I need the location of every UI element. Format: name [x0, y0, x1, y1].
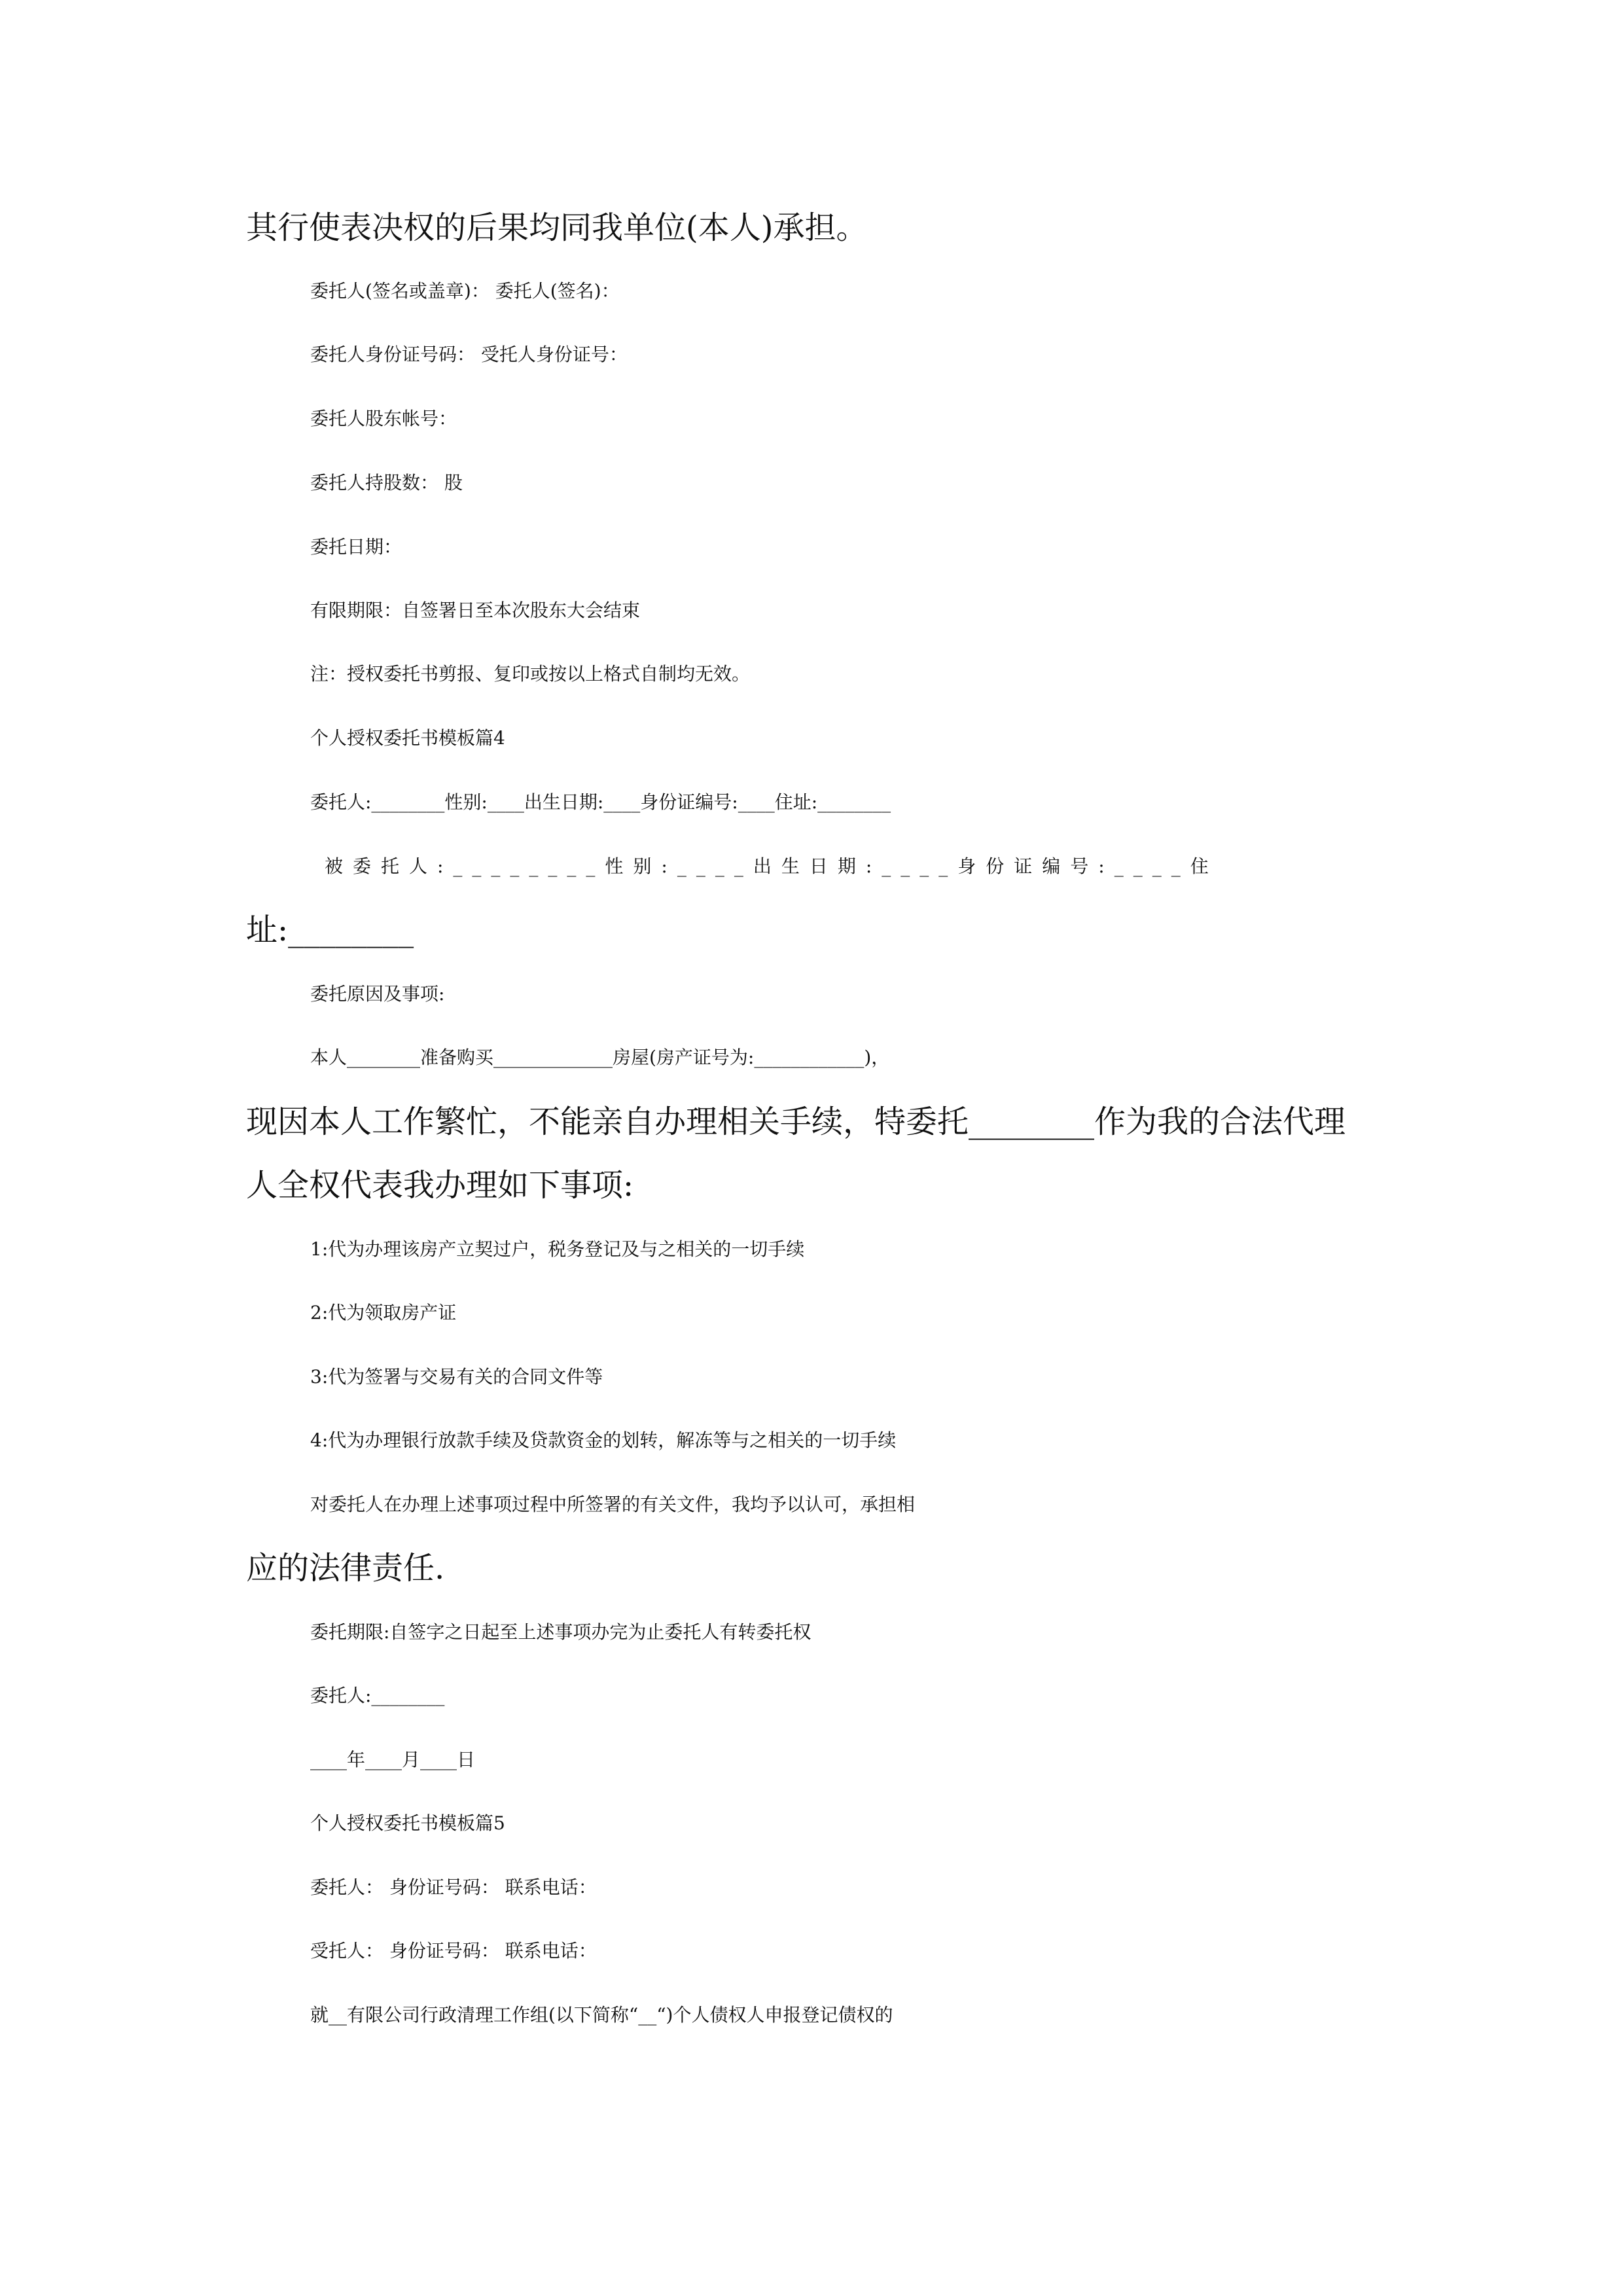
text-line: 其行使表决权的后果均同我单位(本人)承担。	[246, 209, 868, 246]
list-item: 3:代为签署与交易有关的合同文件等	[310, 1366, 603, 1388]
text-line: 委托人身份证号码： 受托人身份证号：	[310, 344, 628, 365]
text-line: 被委托人:________性别:____出生日期:____身份证编号:____住	[325, 855, 1219, 877]
text-line: 注：授权委托书剪报、复印或按以上格式自制均无效。	[310, 663, 751, 685]
text-line: 本人________准备购买_____________房屋(房产证号为:____________)，	[310, 1047, 890, 1068]
text-line: 委托人： 身份证号码： 联系电话：	[310, 1876, 597, 1898]
text-line: 人全权代表我办理如下事项:	[246, 1167, 634, 1204]
text-line: 址:________	[246, 912, 414, 948]
list-item: 2:代为领取房产证	[310, 1302, 457, 1323]
list-item: 4:代为办理银行放款手续及贷款资金的划转，解冻等与之相关的一切手续	[310, 1429, 897, 1451]
text-line: 现因本人工作繁忙，不能亲自办理相关手续，特委托________作为我的合法代理	[246, 1103, 1346, 1140]
text-line: 受托人： 身份证号码： 联系电话：	[310, 1940, 597, 1962]
text-line: 委托期限:自签字之日起至上述事项办完为止委托人有转委托权	[310, 1621, 812, 1643]
text-line: 委托人(签名或盖章)： 委托人(签名)：	[310, 280, 620, 302]
date-line: ____年____月____日	[310, 1749, 476, 1770]
text-line: 有限期限：自签署日至本次股东大会结束	[310, 600, 641, 621]
text-line: 委托原因及事项:	[310, 983, 445, 1005]
text-line: 委托人:________	[310, 1685, 445, 1706]
text-line: 委托人股东帐号：	[310, 408, 457, 429]
text-line: 应的法律责任.	[246, 1550, 445, 1587]
list-item: 1:代为办理该房产立契过户，税务登记及与之相关的一切手续	[310, 1238, 805, 1260]
text-line: 对委托人在办理上述事项过程中所签署的有关文件，我均予以认可，承担相	[310, 1494, 916, 1515]
text-line: 就__有限公司行政清理工作组(以下简称“__“)个人债权人申报登记债权的	[310, 2004, 893, 2026]
section-heading: 个人授权委托书模板篇4	[310, 727, 505, 749]
section-heading: 个人授权委托书模板篇5	[310, 1812, 505, 1834]
text-line: 委托人持股数： 股	[310, 472, 463, 493]
text-line: 委托日期：	[310, 536, 402, 558]
text-line: 委托人:________性别:____出生日期:____身份证编号:____住址:________	[310, 791, 891, 813]
